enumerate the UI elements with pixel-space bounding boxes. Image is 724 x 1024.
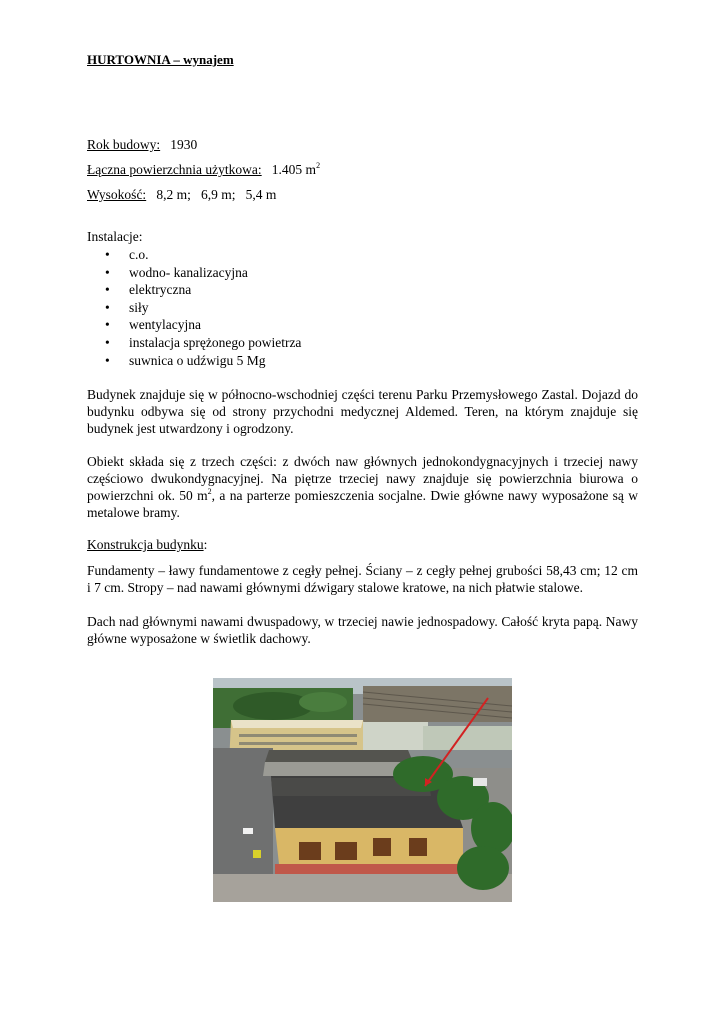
bullet-icon: • <box>105 299 110 315</box>
installations-list <box>87 246 301 369</box>
bullet-icon: • <box>105 264 110 280</box>
bullet-icon: • <box>105 352 110 368</box>
list-item: • suwnica o udźwigu 5 Mg <box>105 352 266 368</box>
installations-heading: Instalacje: <box>87 229 143 244</box>
year-row <box>87 136 197 153</box>
area-row <box>87 161 320 178</box>
construction-paragraph-1: Fundamenty – ławy fundamentowe z cegły pełnej. Ściany – z cegły pełnej grubości 58,43 cm; 12 cm i 7 cm. Stropy – nad nawami głównymi dźwigary stalowe kratowe, na nich płatwie stalowe. <box>87 563 638 595</box>
area-label: Łączna powierzchnia użytkowa: <box>87 162 262 177</box>
list-item: • wodno- kanalizacyjna <box>105 264 248 280</box>
list-item: • elektryczna <box>105 282 192 298</box>
layout-area-exponent: 2 <box>207 487 212 496</box>
bullet-icon: • <box>105 282 110 298</box>
layout-paragraph: Obiekt składa się z trzech części: z dwóch naw głównych jednokondygnacyjnych i trzeciej nawy częściowo dwukondygnacyjnej. Na piętrze trzeciej nawy znajduje się powierzchnia biurowa o powierzchni ok. 50 $m^2$, a na parterze pomieszczenia socjalne. Dwie główne nawy wyposażone są w metalowe bramy. <box>87 454 638 520</box>
height-row <box>87 186 276 203</box>
area-unit-exponent: 2 <box>316 161 321 170</box>
list-item: • siły <box>105 299 149 315</box>
height-label: Wysokość: <box>87 187 147 202</box>
building-aerial-photo <box>213 678 512 902</box>
location-paragraph: Budynek znajduje się w północno-wschodniej części terenu Parku Przemysłowego Zastal. Dojazd do budynku odbywa się od strony przychodni medycznej Aldemed. Teren, na którym znajduje się budynek jest utwardzony i ogrodzony. <box>87 387 638 436</box>
list-item: • instalacja sprężonego powietrza <box>105 334 302 350</box>
area-value: 1.405 m <box>271 162 317 177</box>
bullet-icon: • <box>105 247 110 262</box>
document-title: HURTOWNIA – wynajem <box>87 52 234 67</box>
list-item: • c.o. <box>105 247 149 262</box>
year-label: Rok budowy: <box>87 137 161 152</box>
aerial-photo-illustration <box>213 678 512 902</box>
bullet-icon: • <box>105 317 110 333</box>
construction-paragraph-2: Dach nad głównymi nawami dwuspadowy, w trzeciej nawie jednospadowy. Całość kryta papą. Nawy główne wyposażone w świetlik dachowy. <box>87 614 638 646</box>
list-item: • wentylacyjna <box>105 317 201 333</box>
height-value: 8,2 m; 6,9 m; 5,4 m <box>156 187 277 202</box>
year-value: 1930 <box>170 137 198 152</box>
bullet-icon: • <box>105 334 110 350</box>
construction-heading: Konstrukcja budynku: <box>87 537 208 552</box>
